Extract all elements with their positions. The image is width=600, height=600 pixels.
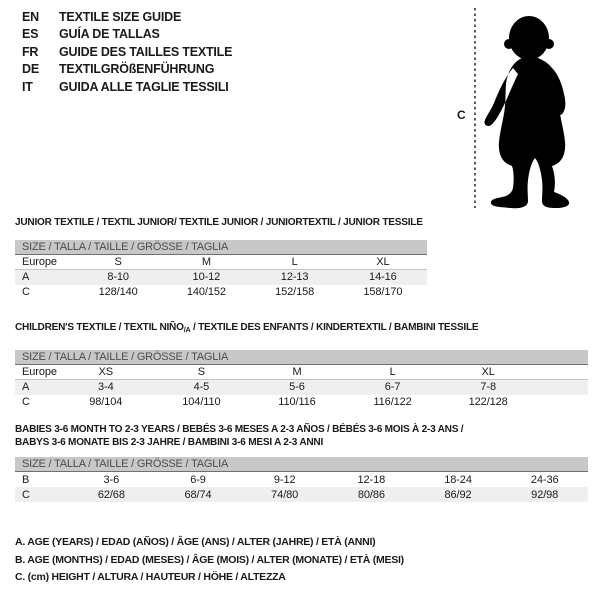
size-header-bar: SIZE / TALLA / TAILLE / GRÖSSE / TAGLIA — [15, 350, 588, 365]
size-cell: 122/128 — [468, 396, 508, 408]
row-label: C — [22, 286, 30, 298]
size-cell: 14-16 — [369, 271, 397, 283]
language-list — [22, 9, 232, 96]
section-title-line — [15, 321, 565, 337]
size-cell: 10-12 — [192, 271, 221, 283]
section-title-line — [15, 436, 565, 449]
footnotes — [15, 534, 404, 587]
size-cell: S — [114, 255, 122, 268]
table-row — [15, 487, 588, 502]
section-title-line — [15, 423, 565, 436]
language-title: GUIDA ALLE TAGLIE TESSILI — [59, 79, 229, 94]
baby-ear-left — [504, 39, 514, 49]
language-row — [22, 79, 232, 96]
language-code: IT — [22, 79, 33, 94]
size-cell: L — [389, 365, 396, 378]
language-title: TEXTILE SIZE GUIDE — [59, 10, 182, 24]
baby-body — [484, 58, 569, 208]
size-cell: 6-7 — [384, 381, 401, 393]
row-cells — [74, 286, 427, 298]
footnote: C. (cm) HEIGHT / ALTURA / HAUTEUR / HÖHE / ALTEZZA — [15, 571, 286, 583]
row-label: A — [22, 271, 30, 283]
row-cells — [74, 271, 427, 283]
size-cell: 80/86 — [357, 488, 385, 501]
table-row — [15, 365, 588, 380]
section-title-line — [15, 216, 423, 229]
row-cells — [58, 366, 588, 378]
table-row — [15, 285, 427, 300]
row-cells — [74, 256, 427, 268]
size-cell: 8-10 — [107, 271, 129, 283]
table-row — [15, 255, 427, 270]
size-cell: 5-6 — [289, 381, 305, 393]
height-measure-label: C — [457, 108, 466, 122]
language-title: TEXTILGRÖßENFÜHRUNG — [59, 62, 215, 77]
size-cell: M — [201, 255, 211, 268]
row-label: B — [22, 473, 30, 486]
size-cell: 6-9 — [190, 473, 206, 486]
language-row — [22, 26, 232, 43]
language-code: FR — [22, 44, 39, 59]
footnote: B. AGE (MONTHS) / EDAD (MESES) / ÂGE (MOIS) / ALTER (MONATE) / ETÀ (MESI) — [15, 553, 404, 566]
section-title — [15, 321, 565, 337]
size-cell: 12-18 — [357, 473, 386, 486]
section-title-segment: / TEXTILE DES ENFANTS / KINDERTEXTIL / BAMBINI TESSILE — [190, 321, 479, 333]
size-cell: 92/98 — [531, 488, 559, 501]
language-row — [22, 9, 232, 26]
size-cell: 12-13 — [280, 271, 309, 283]
baby-head — [509, 16, 549, 60]
size-cell: 3-4 — [97, 381, 114, 393]
size-cell: 18-24 — [444, 473, 472, 486]
section-childrens-textile — [15, 321, 588, 410]
size-cell: 152/158 — [275, 286, 315, 298]
size-cell: 3-6 — [103, 473, 120, 486]
row-cells — [58, 396, 588, 408]
row-label: Europe — [22, 255, 57, 268]
language-code: ES — [22, 27, 39, 42]
language-row — [22, 61, 232, 78]
language-code: DE — [22, 62, 39, 77]
section-title-segment: /A — [183, 325, 191, 334]
section-babies-textile — [15, 423, 588, 502]
section-title — [15, 423, 565, 448]
size-cell: XS — [98, 365, 114, 378]
table-row — [15, 270, 427, 285]
table-row — [15, 380, 588, 395]
table-row — [15, 395, 588, 410]
row-label: C — [22, 396, 30, 408]
size-cell: 104/110 — [182, 396, 221, 408]
size-cell: M — [292, 365, 302, 378]
size-cell: 98/104 — [89, 396, 123, 408]
language-row — [22, 44, 232, 61]
size-cell: L — [291, 255, 298, 268]
language-title: GUIDE DES TAILLES TEXTILE — [59, 44, 233, 59]
size-cell: 68/74 — [184, 488, 212, 501]
section-junior-textile — [15, 216, 427, 300]
row-cells — [58, 381, 588, 393]
footnote: A. AGE (YEARS) / EDAD (AÑOS) / ÂGE (ANS) / ALTER (JAHRE) / ETÀ (ANNI) — [15, 536, 376, 548]
section-title-segment: BABYS 3-6 MONATE BIS 2-3 JAHRE / BAMBINI 3-6 MESI A 2-3 ANNI — [15, 435, 324, 448]
size-cell: 116/122 — [373, 396, 412, 408]
size-cell: 4-5 — [193, 381, 210, 393]
size-cell: 86/92 — [444, 488, 472, 501]
row-cells — [68, 489, 588, 501]
section-title — [15, 216, 423, 229]
size-header-bar: SIZE / TALLA / TAILLE / GRÖSSE / TAGLIA — [15, 240, 427, 255]
table-row — [15, 472, 588, 487]
row-cells — [68, 474, 588, 486]
baby-silhouette-icon — [482, 8, 596, 210]
size-cell: 140/152 — [186, 286, 226, 298]
size-cell: XL — [376, 255, 390, 268]
section-title-segment: JUNIOR TEXTILE / TEXTIL JUNIOR/ TEXTILE JUNIOR / JUNIORTEXTIL / JUNIOR TESSILE — [15, 216, 423, 228]
section-title-segment: BABIES 3-6 MONTH TO 2-3 YEARS / BEBÉS 3-6 MESES A 2-3 AÑOS / BÉBÉS 3-6 MOIS À 2-3 ANS / — [15, 423, 464, 435]
size-cell: 62/68 — [97, 488, 125, 501]
size-cell: XL — [481, 365, 495, 378]
language-code: EN — [22, 10, 39, 24]
section-title-segment: CHILDREN'S TEXTILE / TEXTIL NIÑO — [15, 321, 184, 333]
size-cell: 158/170 — [363, 286, 403, 298]
size-header-bar: SIZE / TALLA / TAILLE / GRÖSSE / TAGLIA — [15, 457, 588, 472]
size-cell: 128/140 — [98, 286, 138, 298]
size-cell: 110/116 — [278, 396, 316, 408]
size-cell: 24-36 — [530, 473, 559, 486]
size-cell: 74/80 — [271, 488, 299, 501]
language-title: GUÍA DE TALLAS — [59, 27, 160, 42]
row-label: C — [22, 488, 30, 501]
row-label: Europe — [22, 365, 57, 378]
size-cell: 9-12 — [273, 473, 296, 486]
height-dotted-line — [474, 8, 476, 208]
size-cell: 7-8 — [480, 381, 496, 393]
baby-ear-right — [544, 39, 554, 49]
row-label: A — [22, 381, 30, 393]
size-cell: S — [197, 365, 206, 378]
